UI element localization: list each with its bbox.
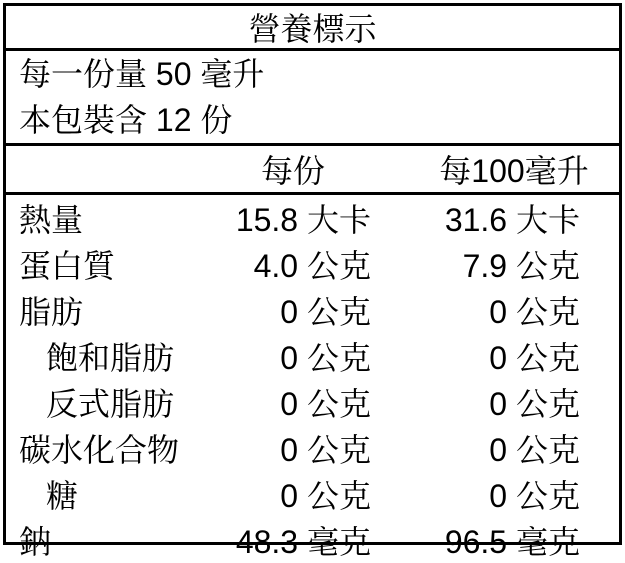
nutrient-rows	[6, 195, 619, 563]
nutrient-value-per-100ml: 96.5 毫克	[444, 524, 580, 560]
nutrient-name: 飽和脂肪	[46, 340, 175, 376]
nutrient-value-per-100ml: 0 公克	[489, 478, 580, 514]
nutrient-value-per-100ml: 0 公克	[489, 432, 580, 468]
nutrient-name: 反式脂肪	[46, 386, 175, 422]
nutrient-row	[6, 517, 619, 563]
nutrient-value-per-serving: 48.3 毫克	[235, 524, 371, 560]
nutrient-value-per-100ml: 0 公克	[489, 340, 580, 376]
column-header-per-100ml: 每100毫升	[439, 153, 589, 189]
nutrient-row	[6, 287, 619, 333]
nutrient-name: 脂肪	[19, 294, 84, 330]
nutrient-value-per-serving: 15.8 大卡	[235, 202, 371, 238]
nutrient-value-per-serving: 0 公克	[280, 340, 371, 376]
nutrient-row	[6, 471, 619, 517]
nutrient-value-per-100ml: 31.6 大卡	[444, 202, 580, 238]
serving-size-line: 每一份量 50 毫升	[19, 56, 265, 92]
nutrient-row	[6, 425, 619, 471]
serving-info	[6, 51, 619, 146]
nutrient-value-per-serving: 4.0 公克	[253, 248, 371, 284]
nutrient-row	[6, 333, 619, 379]
nutrient-value-per-serving: 0 公克	[280, 478, 371, 514]
nutrient-row	[6, 379, 619, 425]
nutrient-value-per-100ml: 0 公克	[489, 294, 580, 330]
column-header-per-serving: 每份	[260, 153, 325, 189]
nutrient-value-per-serving: 0 公克	[280, 386, 371, 422]
label-title-row	[6, 6, 619, 51]
nutrient-value-per-100ml: 0 公克	[489, 386, 580, 422]
nutrient-name: 蛋白質	[19, 248, 116, 284]
nutrient-name: 糖	[46, 478, 79, 514]
nutrient-value-per-serving: 0 公克	[280, 432, 371, 468]
nutrient-name: 鈉	[19, 524, 52, 560]
servings-per-package-line: 本包裝含 12 份	[19, 102, 233, 138]
nutrient-value-per-serving: 0 公克	[280, 294, 371, 330]
nutrient-name: 熱量	[19, 202, 84, 238]
label-title: 營養標示	[248, 11, 377, 47]
nutrient-row	[6, 195, 619, 241]
nutrient-name: 碳水化合物	[19, 432, 180, 468]
nutrition-label	[3, 3, 622, 560]
nutrient-value-per-100ml: 7.9 公克	[462, 248, 580, 284]
nutrient-row	[6, 241, 619, 287]
column-header-row	[6, 146, 619, 195]
